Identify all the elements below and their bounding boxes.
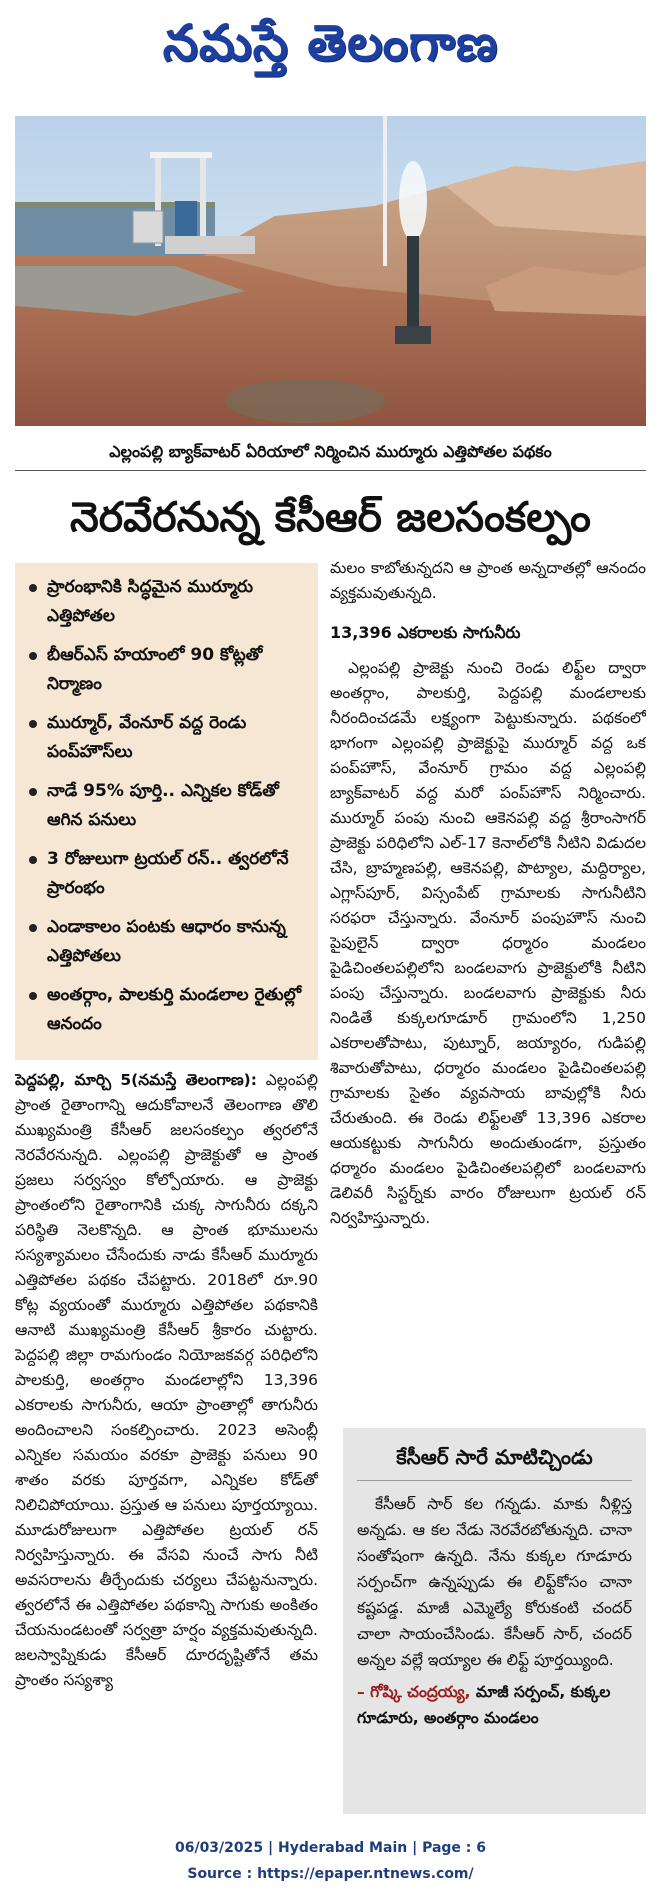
source-link[interactable]: Source : https://epaper.ntnews.com/ (187, 1866, 474, 1882)
bullet-icon (29, 584, 37, 592)
highlight-text: 3 రోజులుగా ట్రయల్ రన్.. త్వరలోనే ప్రారంభం (47, 849, 289, 898)
puddle (225, 379, 385, 423)
body-text-left: ఎల్లంపల్లి ప్రాంత రైతాంగాన్ని ఆదుకోవాలనే తెలంగాణ తొలి ముఖ్యమంత్రి కేసీఆర్ జలసంకల్పం త్వరలోనే నెరవేరనున్నది. ఎల్లంపల్లి ప్రాజెక్టుతో ఆ ప్రాంత ప్రజలు సర్వస్వం కోల్పోయారు. ఆ ప్రాజెక్టు ప్రాంతంలోని రైతాంగానికి చుక్క సాగునీరు దక్కని పరిస్థితి నెలకొన్నది. ఆ ప్రాంత భూములను సస్యశ్యామలం చేసేందుకు నాడు కేసీఆర్ ముర్మూరు ఎత్తిపోతల పథకం చేపట్టారు. 2018లో రూ.90 కోట్ల వ్యయంతో ముర్మూరు ఎత్తిపోతల పథకానికి ఆనాటి ముఖ్యమంత్రి కేసీఆర్ శ్రీకారం చుట్టారు. పెద్దపల్లి జిల్లా రామగుండం నియోజకవర్గ పరిధిలోని పాలకుర్తి, అంతర్గాం మండలాల్లోని 13,396 ఎకరాలకు సాగునీరు, ఆయా ప్రాంతాల్లో తాగునీరు అందించాలని సంకల్పించారు. 2023 అసెంబ్లీ ఎన్నికల సమయం వరకూ ప్రాజెక్టు పనులు 90 శాతం వరకు పూర్తవగా, ఎన్నికల కోడ్‌తో నిలిచిపోయాయి. ప్రస్తుత ఆ పనులు పూర్తయ్యాయి. మూడురోజులుగా ఎత్తిపోతల ట్రయల్ రన్ నిర్వహిస్తున్నారు. ఈ వేసవి నుంచే సాగు నీటి అవసరాలను తీర్చేందుకు చర్యలు చేపట్టనున్నారు. త్వరలోనే ఈ ఎత్తిపోతల పథకాన్ని సాగుకు అంకితం చేయనుండటంతో సర్వత్రా హర్షం వ్యక్తమవుతున్నది. జలస్వాప్నికుడు కేసీఆర్ దూరదృష్టితోనే తమ ప్రాంతం సస్యశ్యా (15, 1071, 318, 1689)
quote-text: కేసీఆర్ సార్ కల గన్నడు. మాకు నీళ్లిస్త అన్నడు. ఆ కల నేడు నెరవేరబోతున్నది. చానా సంతోషంగా ఉన్నది. నేను కుక్కల గూడూరు సర్పంచ్‌గా ఉన్నప్పుడు ఈ లిఫ్ట్‌కోసం చానా కష్టపడ్డ. మాజీ ఎమ్మెల్యే కోరుకంటి చందర్ చాలా సాయంచేసిండు. కేసీఆర్ సార్, చందర్ అన్నల వల్లే ఇయ్యాల ఈ లిఫ్ట్ పూర్తయ్యింది. (357, 1495, 632, 1669)
highlight-text: ముర్మూర్, వేంనూర్ వద్ద రెండు పంప్‌హౌస్‌లు (47, 713, 247, 762)
photo-illustration (15, 116, 646, 426)
highlight-text: ఎండాకాలం పంటకు ఆధారం కానున్న ఎత్తిపోతలు (47, 917, 286, 966)
bullet-icon (29, 992, 37, 1000)
highlights-box (15, 563, 318, 1060)
pump-cabinet (133, 211, 163, 243)
pipe-base (395, 326, 431, 344)
standing-pipe (407, 236, 419, 336)
article-photo (15, 116, 646, 426)
highlight-item (25, 641, 308, 699)
highlight-item (25, 981, 308, 1039)
highlights-list (25, 573, 308, 1039)
highlight-text: బీఆర్ఎస్ హయాంలో 90 కోట్లతో నిర్మాణం (47, 645, 263, 694)
quote-title: కేసీఆర్ సారే మాటిచ్చిండు (357, 1440, 632, 1481)
attribution-name: – గోష్కి చంద్రయ్య, (357, 1683, 471, 1701)
bullet-icon (29, 720, 37, 728)
highlight-text: ప్రారంభానికి సిద్ధమైన ముర్మూరు ఎత్తిపోతల (47, 577, 254, 626)
bullet-icon (29, 652, 37, 660)
bullet-icon (29, 856, 37, 864)
attribution-details: మాజీ సర్పంచ్, కుక్కల గూడూరు, అంతర్గాం మండలం (357, 1683, 611, 1727)
pump-platform (165, 236, 255, 254)
body-text-right: ఎల్లంపల్లి ప్రాజెక్టు నుంచి రెండు లిఫ్ట్‌ల ద్వారా అంతర్గాం, పాలకుర్తి, పెద్దపల్లి మండలాలకు నీరందించడమే లక్ష్యంగా పెట్టుకున్నారు. పథకంలో భాగంగా ఎల్లంపల్లి ప్రాజెక్టుపై ముర్మూర్ వద్ద ఒక పంప్‌హౌస్, వేంనూర్ గ్రామం వద్ద ఎల్లంపల్లి బ్యాక్‌వాటర్ వద్ద మరో పంప్‌హౌస్ నిర్మించారు. ముర్మూర్ పంపు నుంచి ఆకెనపల్లి వద్ద శ్రీరాంసాగర్ ప్రాజెక్టు పరిధిలోని ఎల్-17 కెనాల్‌లోకి నీటిని విడుదల చేసి, బ్రాహ్మణపల్లి, ఆకెనపల్లి, పొట్యాల, మద్దిర్యాల, ఎగ్లాస్‌పూర్, విస్సంపేట్ గ్రామాలకు సాగునీటిని సరఫరా చేస్తున్నారు. వేంనూర్ పంపుహౌస్ నుంచి పైపులైన్ ద్వారా ధర్మారం మండలం పైడిచింతలపల్లిలోని బండలవాగు ప్రాజెక్టులోకి నీటిని పంపు చేస్తున్నారు. బండలవాగు ప్రాజెక్టుకు నీరు నిండితే కుక్కలగూడూర్ గ్రామంలోని 1,250 ఎకరాలతోపాటు, పుట్నూర్, జయ్యారం, గుడిపల్లి శివారుతోపాటు, ధర్మారం మండలం పైడిచింతలపల్లి గ్రామాలకు సైతం వ్యవసాయ బావుల్లోకి నీరు చేరుతుంది. ఈ రెండు లిఫ్ట్‌లతో 13,396 ఎకరాల ఆయకట్టుకు సాగునీరు అందుతుండగా, ప్రస్తుతం ధర్మారం మండలం పైడిచింతలపల్లిలో బండలవాగు డెలివరీ సిస్టర్న్‌కు వారం రోజులుగా ట్రయల్ రన్ నిర్వహిస్తున్నారు. (330, 659, 646, 1227)
lamp-pole (383, 116, 387, 266)
highlight-item (25, 709, 308, 767)
continued-paragraph: మలం కాబోతున్నదని ఆ ప్రాంత అన్నదాతల్లో ఆనందం వ్యక్తమవుతున్నది. (330, 559, 646, 602)
newspaper-masthead: నమస్తే తెలంగాణ (162, 14, 499, 72)
highlight-text: అంతర్గాం, పాలకుర్తి మండలాల రైతుల్లో ఆనందం (47, 985, 302, 1034)
water-spray (399, 161, 427, 241)
photo-caption: ఎల్లంపల్లి బ్యాక్‌వాటర్ ఏరియాలో నిర్మించిన ముర్మూరు ఎత్తిపోతల పథకం (15, 434, 646, 471)
bullet-icon (29, 788, 37, 796)
pump-frame-right (200, 156, 206, 246)
highlight-item (25, 913, 308, 971)
edition-info: 06/03/2025 | Hyderabad Main | Page : 6 (174, 1840, 487, 1856)
highlight-text: నాడే 95% పూర్తి.. ఎన్నికల కోడ్‌తో ఆగిన పనులు (47, 781, 279, 830)
article-subheading: 13,396 ఎకరాలకు సాగునీరు (330, 623, 521, 642)
pump-frame-top (150, 152, 212, 158)
highlight-item (25, 573, 308, 631)
quote-box (343, 1428, 646, 1814)
highlight-item (25, 777, 308, 835)
bullet-icon (29, 924, 37, 932)
article-body-left (15, 1068, 318, 1810)
article-headline: నెరవేరనున్న కేసీఆర్ జలసంకల్పం (70, 493, 591, 541)
dateline: పెద్దపల్లి, మార్చి 5(నమస్తే తెలంగాణ): (15, 1071, 257, 1089)
article-body-right (330, 556, 646, 1414)
highlight-item (25, 845, 308, 903)
quote-attribution (357, 1679, 632, 1731)
